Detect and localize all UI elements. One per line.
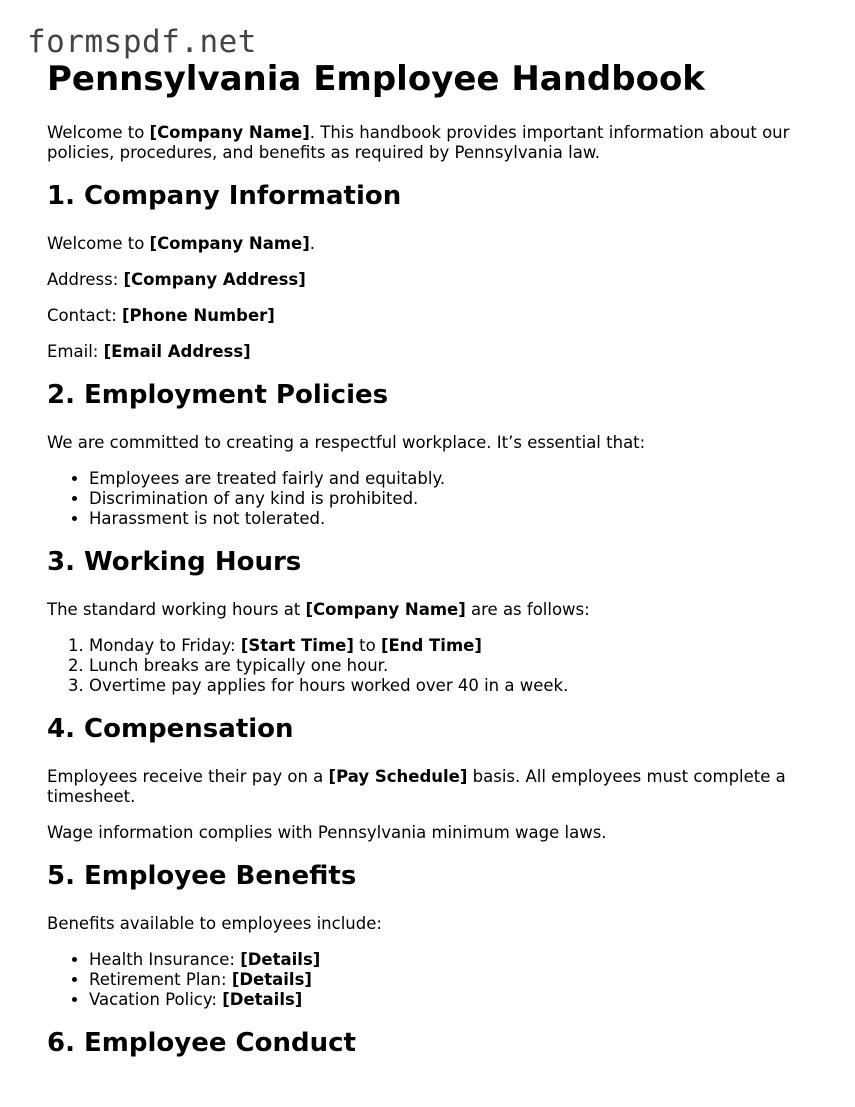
policies-intro: We are committed to creating a respectful workplace. It’s essential that: bbox=[47, 433, 646, 452]
list-item: • Health Insurance: [Details] bbox=[89, 950, 822, 970]
section-employment-policies bbox=[47, 378, 822, 529]
benefits-list bbox=[47, 950, 822, 1010]
benefits-intro: Benefits available to employees include: bbox=[47, 914, 382, 933]
hours-list bbox=[47, 636, 822, 696]
list-item: 2. Lunch breaks are typically one hour. bbox=[89, 656, 822, 676]
list-item: • Employees are treated fairly and equitably. bbox=[89, 469, 822, 489]
list-item: 1. Monday to Friday: [Start Time] to [End Time] bbox=[89, 636, 822, 656]
section-heading: 1. Company Information bbox=[47, 181, 402, 211]
list-item: 3. Overtime pay applies for hours worked over 40 in a week. bbox=[89, 676, 822, 696]
section-heading: 6. Employee Conduct bbox=[47, 1028, 356, 1058]
email-line: Email: [Email Address] bbox=[47, 342, 251, 361]
pay-schedule-paragraph: Employees receive their pay on a [Pay Schedule] basis. All employees must complete a timesheet. bbox=[47, 767, 786, 806]
section-employee-benefits bbox=[47, 859, 822, 1010]
policies-list bbox=[47, 469, 822, 529]
company-name-placeholder: [Company Name] bbox=[149, 123, 310, 142]
intro-paragraph: Welcome to [Company Name]. This handbook provides important information about our policies, procedures, and benefits as required by Pennsylvania law. bbox=[47, 123, 790, 162]
hours-intro: The standard working hours at [Company Name] are as follows: bbox=[47, 600, 590, 619]
section-heading: 3. Working Hours bbox=[47, 547, 302, 577]
watermark-logo: formspdf.net bbox=[27, 24, 257, 60]
list-item: • Retirement Plan: [Details] bbox=[89, 970, 822, 990]
section-heading: 4. Compensation bbox=[47, 714, 294, 744]
section-heading: 5. Employee Benefits bbox=[47, 861, 357, 891]
wage-paragraph: Wage information complies with Pennsylvania minimum wage laws. bbox=[47, 823, 607, 842]
welcome-line: Welcome to [Company Name]. bbox=[47, 234, 316, 253]
address-line: Address: [Company Address] bbox=[47, 270, 306, 289]
section-employee-conduct bbox=[47, 1026, 822, 1060]
list-item: • Harassment is not tolerated. bbox=[89, 509, 822, 529]
section-company-information bbox=[47, 179, 822, 362]
document-body bbox=[47, 56, 822, 1081]
page-title: Pennsylvania Employee Handbook bbox=[47, 59, 705, 99]
section-compensation bbox=[47, 712, 822, 843]
section-heading: 2. Employment Policies bbox=[47, 380, 389, 410]
section-working-hours bbox=[47, 545, 822, 696]
list-item: • Vacation Policy: [Details] bbox=[89, 990, 822, 1010]
list-item: • Discrimination of any kind is prohibited. bbox=[89, 489, 822, 509]
contact-line: Contact: [Phone Number] bbox=[47, 306, 275, 325]
